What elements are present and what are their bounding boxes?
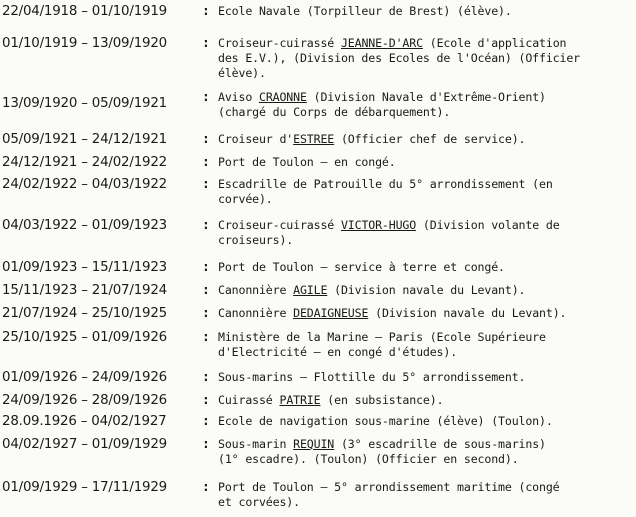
entry-separator: : (202, 4, 210, 19)
description-text-tail: (Division Navale d'Extrême-Orient) (chargé du Corps de débarquement). (218, 90, 546, 119)
entry-separator: : (202, 437, 210, 452)
entry-description (218, 393, 634, 408)
description-text: Ecole de navigation sous-marine (élève) (Toulon). (218, 414, 553, 428)
entry-description (218, 437, 634, 467)
description-text: Sous-marin (218, 437, 294, 451)
entry-dates: 01/10/1919 – 13/09/1920 (2, 36, 167, 51)
description-text: Ecole Navale (Torpilleur de Brest) (élève). (218, 4, 512, 18)
description-text-tail: (Ecole d'application des E.V.), (Division des Ecoles de l'Océan) (Officier élève). (218, 36, 580, 80)
entry-separator: : (202, 480, 210, 495)
description-text: Port de Toulon – 5° arrondissement maritime (congé et corvées). (218, 480, 560, 509)
entry-description (218, 414, 634, 429)
entry-description (218, 370, 634, 385)
entry-description (218, 260, 634, 275)
entry-separator: : (202, 155, 210, 170)
entry-dates: 01/09/1923 – 15/11/1923 (2, 260, 167, 275)
entry-separator: : (202, 177, 210, 192)
entry-description (218, 4, 634, 19)
entry-description (218, 132, 634, 147)
entry-dates: 01/09/1926 – 24/09/1926 (2, 370, 167, 385)
entry-dates: 15/11/1923 – 21/07/1924 (2, 283, 167, 298)
entry-dates: 24/12/1921 – 24/02/1922 (2, 155, 167, 170)
entry-dates: 28.09.1926 – 04/02/1927 (2, 414, 167, 429)
ship-name: REQUIN (293, 437, 335, 451)
description-text: Port de Toulon – en congé. (218, 155, 396, 169)
entry-separator: : (202, 90, 210, 105)
description-text: Croiseur-cuirassé (218, 36, 341, 50)
entry-separator: : (202, 218, 210, 233)
ship-name: CRAONNE (258, 90, 307, 104)
description-text-tail: (Division volante de croiseurs). (218, 218, 560, 247)
ship-name: AGILE (293, 283, 328, 297)
description-text: Aviso (218, 90, 259, 104)
description-text: Sous-marins – Flottille du 5° arrondissement. (218, 370, 526, 384)
entry-separator: : (202, 306, 210, 321)
entry-separator: : (202, 393, 210, 408)
description-text-tail: (Division navale du Levant). (368, 306, 567, 320)
entry-description (218, 218, 634, 248)
description-text: Canonnière (218, 283, 294, 297)
entry-dates: 21/07/1924 – 25/10/1925 (2, 306, 167, 321)
entry-dates: 25/10/1925 – 01/09/1926 (2, 330, 167, 345)
entry-separator: : (202, 132, 210, 147)
entry-separator: : (202, 370, 210, 385)
description-text: Ministère de la Marine – Paris (Ecole Supérieure d'Electricité – en congé d'études). (218, 330, 546, 359)
entry-description (218, 90, 634, 120)
entry-separator: : (202, 260, 210, 275)
entry-separator: : (202, 330, 210, 345)
entry-description (218, 155, 634, 170)
ship-name: VICTOR-HUGO (340, 218, 417, 232)
description-text: Escadrille de Patrouille du 5° arrondissement (en corvée). (218, 177, 553, 206)
description-text-tail: (en subsistance). (320, 393, 444, 407)
description-text: Port de Toulon – service à terre et congé. (218, 260, 505, 274)
entry-dates: 24/02/1922 – 04/03/1922 (2, 177, 167, 192)
entry-dates: 24/09/1926 – 28/09/1926 (2, 393, 167, 408)
entry-dates: 01/09/1929 – 17/11/1929 (2, 480, 167, 495)
description-text: Croiseur d' (218, 132, 294, 146)
description-text-tail: (3° escadrille de sous-marins) (1° escadre). (Toulon) (Officier en second). (218, 437, 546, 466)
entry-description (218, 330, 634, 360)
entry-dates: 22/04/1918 – 01/10/1919 (2, 4, 167, 19)
entry-dates: 05/09/1921 – 24/12/1921 (2, 132, 167, 147)
entry-description (218, 306, 634, 321)
description-text: Croiseur-cuirassé (218, 218, 341, 232)
entry-description (218, 177, 634, 207)
entry-description (218, 480, 634, 510)
ship-name: ESTREE (293, 132, 335, 146)
description-text-tail: (Division navale du Levant). (327, 283, 526, 297)
description-text-tail: (Officier chef de service). (334, 132, 526, 146)
description-text: Cuirassé (218, 393, 280, 407)
entry-separator: : (202, 414, 210, 429)
ship-name: JEANNE-D'ARC (340, 36, 423, 50)
ship-name: DEDAIGNEUSE (293, 306, 369, 320)
ship-name: PATRIE (279, 393, 321, 407)
entry-description (218, 283, 634, 298)
entry-dates: 13/09/1920 – 05/09/1921 (2, 96, 167, 111)
entry-separator: : (202, 36, 210, 51)
entry-dates: 04/03/1922 – 01/09/1923 (2, 218, 167, 233)
description-text: Canonnière (218, 306, 294, 320)
entry-description (218, 36, 634, 81)
entry-separator: : (202, 283, 210, 298)
entry-dates: 04/02/1927 – 01/09/1929 (2, 437, 167, 452)
